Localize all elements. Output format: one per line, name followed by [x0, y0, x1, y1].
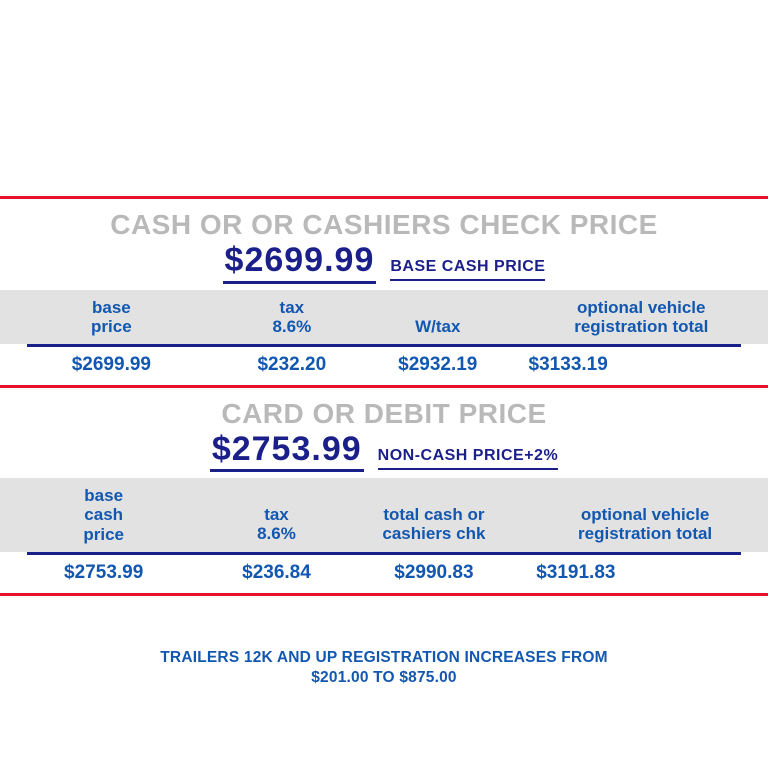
card-table-header-band	[0, 478, 768, 551]
card-header-total-cash-or-cashiers-chk: total cash or cashiers chk	[382, 505, 486, 544]
card-table-header-row	[0, 478, 768, 551]
cash-header-base-price: base price	[91, 297, 132, 336]
cash-value-base-price: $2699.99	[71, 353, 151, 375]
cash-header-with-tax: W/tax	[415, 316, 461, 336]
top-whitespace	[0, 0, 768, 196]
card-value-base-cash-price: $2753.99	[64, 561, 144, 583]
cash-headline-note: BASE CASH PRICE	[390, 258, 545, 281]
card-headline-note: NON-CASH PRICE+2%	[378, 447, 559, 470]
cash-table	[0, 290, 768, 385]
card-price-section	[0, 398, 768, 593]
cash-header-registration-total: optional vehicle registration total	[574, 297, 709, 336]
card-table-value-row	[0, 555, 768, 593]
card-value-total-cash-or-cashiers-chk: $2990.83	[394, 561, 474, 583]
card-header-registration-total: optional vehicle registration total	[578, 505, 713, 544]
cash-table-header-band	[0, 290, 768, 344]
cash-header-tax: tax 8.6%	[272, 297, 312, 336]
registration-footnote-line2: $201.00 TO $875.00	[311, 669, 457, 687]
cash-value-with-tax: $2932.19	[398, 353, 478, 375]
card-headline-row	[0, 429, 768, 473]
card-value-registration-total: $3191.83	[536, 561, 616, 583]
registration-footnote-line1: TRAILERS 12K AND UP REGISTRATION INCREASES FROM	[160, 648, 608, 666]
card-section-title: CARD OR DEBIT PRICE	[221, 397, 547, 429]
card-value-tax: $236.84	[242, 561, 311, 583]
cash-table-header-row	[0, 290, 768, 344]
registration-footnote	[0, 648, 768, 690]
cash-value-registration-total: $3133.19	[528, 353, 608, 375]
cash-headline-row	[0, 243, 768, 284]
cash-section-title: CASH OR OR CASHIERS CHECK PRICE	[110, 209, 658, 240]
divider-middle	[0, 385, 768, 388]
cash-headline-price: $2699.99	[223, 243, 377, 284]
cash-value-tax: $232.20	[257, 353, 327, 375]
divider-top	[0, 196, 768, 199]
card-headline-price: $2753.99	[210, 432, 364, 473]
cash-price-section	[0, 209, 768, 385]
card-table	[0, 478, 768, 592]
divider-bottom	[0, 593, 768, 596]
card-header-base-cash-price: base cash price	[83, 486, 124, 544]
cash-table-value-row	[0, 347, 768, 385]
card-header-tax: tax 8.6%	[257, 505, 296, 544]
